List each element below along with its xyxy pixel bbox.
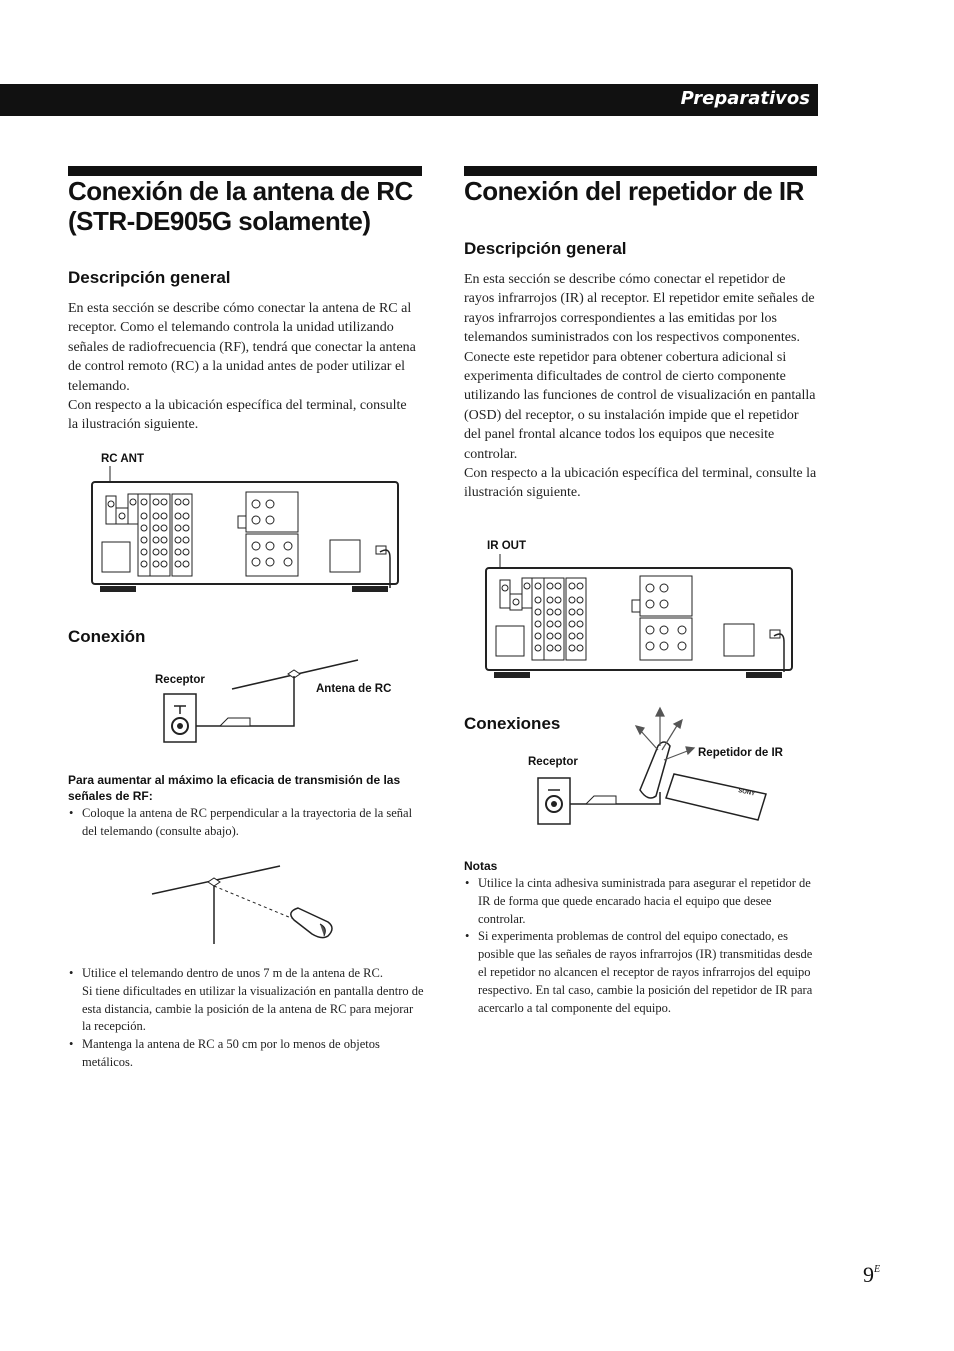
right-overview-heading: Descripción general (464, 239, 627, 258)
page-number-suffix: E (874, 1264, 881, 1275)
notes-heading: Notas (464, 859, 498, 873)
receiver-label-right: Receptor (528, 756, 578, 768)
left-overview-heading: Descripción general (68, 268, 231, 287)
right-title-rule (464, 166, 817, 176)
ir-out-label: IR OUT (487, 540, 526, 552)
range-bullet-2: • Mantenga la antena de RC a 50 cm por lo menos de objetos metálicos. (68, 1036, 424, 1072)
connections-heading: Conexiones (464, 714, 561, 733)
receiver-label-left: Receptor (155, 674, 205, 686)
left-title-rule (68, 166, 422, 176)
right-overview-text (464, 270, 818, 503)
receiver-rear-panel-diagram-right (482, 550, 798, 686)
antenna-remote-diagram (148, 860, 340, 946)
left-title-line2: (STR-DE905G solamente) (68, 206, 371, 236)
rf-heading: Para aumentar al máximo la eficacia de transmisión de las señales de RF: (68, 773, 401, 803)
right-title: Conexión del repetidor de IR (464, 176, 804, 206)
left-title (68, 176, 413, 236)
range-bullet-list (68, 965, 424, 1072)
antenna-label: Antena de RC (316, 683, 392, 695)
page-number-value: 9 (863, 1262, 874, 1287)
section-header-bar (0, 84, 818, 116)
note-1: • Utilice la cinta adhesiva suministrada para asegurar el repetidor de IR de forma que quede encarado hacia el equipo que desee controlar. (464, 875, 818, 928)
right-overview-paragraph-1: En esta sección se describe cómo conectar el repetidor de rayos infrarrojos (IR) al receptor. El repetidor emite señales de rayos infrarrojos correspondientes a las emitidas por los telemandos suministrados con los respectivos componentes. Conecte este repetidor para obtener cobertura adicional si experimenta dificultades de control de cierto componente utilizando las funciones de control de visualización en pantalla (OSD) del receptor, o su instalación impide que el repetidor del panel frontal alcance todos los equipos que necesite controlar. (464, 272, 816, 462)
page-number (863, 1262, 880, 1288)
receiver-rear-panel-diagram-left (88, 462, 404, 598)
left-overview-paragraph-2: Con respecto a la ubicación específica del terminal, consulte la ilustración siguiente. (68, 398, 407, 433)
repeater-label: Repetidor de IR (698, 747, 783, 759)
left-overview-paragraph-1: En esta sección se describe cómo conectar la antena de RC al receptor. Como el telemando controla la unidad utilizando señales de radiofrecuencia (RF), tendrá que conectar la antena de control remoto (RC) a la unidad antes de poder utilizar el telemando. (68, 301, 416, 394)
range-bullet-1: • Utilice el telemando dentro de unos 7 m de la antena de RC. (68, 965, 424, 983)
notes-list (464, 875, 818, 1017)
section-title: Preparativos (680, 88, 810, 109)
right-overview-paragraph-2: Con respecto a la ubicación específica del terminal, consulte la ilustración siguiente. (464, 466, 817, 501)
rc-ant-label: RC ANT (101, 453, 145, 465)
left-overview-text (68, 299, 420, 435)
rf-bullet-1: • Coloque la antena de RC perpendicular a la trayectoria de la señal del telemando (consulte abajo). (68, 805, 420, 841)
antenna-connection-diagram (158, 654, 368, 750)
left-title-line1: Conexión de la antena de RC (68, 176, 413, 206)
rf-bullet-list (68, 805, 420, 841)
connection-heading: Conexión (68, 627, 146, 646)
note-2: • Si experimenta problemas de control del equipo conectado, es posible que las señales de rayos infrarrojos (IR) transmitidas desde el repetidor no alcancen el receptor de rayos infrarrojos del equipo respectivo. En tal caso, cambie la posición del repetidor de IR para acercarlo a tal componente del equipo. (464, 928, 818, 1017)
range-bullet-1-continued: Si tiene dificultades en utilizar la visualización en pantalla dentro de esta distancia, cambie la posición de la antena de RC para mejorar la recepción. (82, 983, 424, 1034)
sony-brand-label: SONY (737, 788, 756, 798)
ir-repeater-connection-diagram (534, 704, 774, 828)
